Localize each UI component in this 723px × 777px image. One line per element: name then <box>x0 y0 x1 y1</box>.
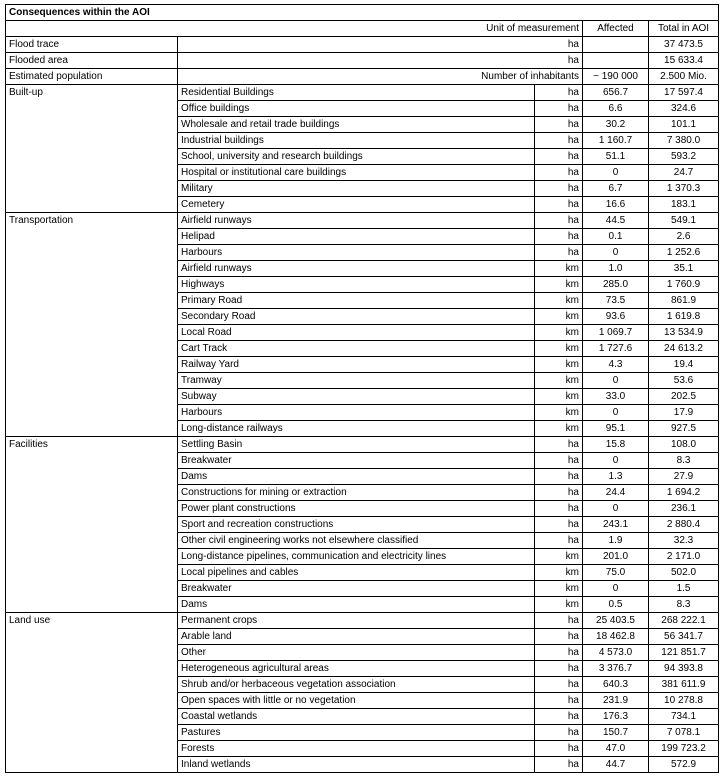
row-unit: km <box>535 325 583 341</box>
row-affected: 4 573.0 <box>583 645 649 661</box>
row-affected: 0 <box>583 373 649 389</box>
row-affected: 24.4 <box>583 485 649 501</box>
row-unit: km <box>535 421 583 437</box>
row-item: Arable land <box>178 629 535 645</box>
row-unit: ha <box>535 677 583 693</box>
row-total: 183.1 <box>649 197 719 213</box>
row-item: Primary Road <box>178 293 535 309</box>
row-item: Cemetery <box>178 197 535 213</box>
row-affected: 0.1 <box>583 229 649 245</box>
row-unit: ha <box>535 757 583 773</box>
row-affected: 33.0 <box>583 389 649 405</box>
row-affected: 47.0 <box>583 741 649 757</box>
row-item: Office buildings <box>178 101 535 117</box>
row-total: 324.6 <box>649 101 719 117</box>
consequences-table-container <box>5 4 719 773</box>
row-affected: 18 462.8 <box>583 629 649 645</box>
row-unit: ha <box>535 725 583 741</box>
row-unit: ha <box>535 197 583 213</box>
row-total: 1 760.9 <box>649 277 719 293</box>
row-item: Local pipelines and cables <box>178 565 535 581</box>
row-affected: 1.0 <box>583 261 649 277</box>
row-item: Sport and recreation constructions <box>178 517 535 533</box>
row-total: 734.1 <box>649 709 719 725</box>
row-item: Dams <box>178 597 535 613</box>
row-affected: 3 376.7 <box>583 661 649 677</box>
row-item: Harbours <box>178 245 535 261</box>
table-row <box>6 85 719 101</box>
row-total: 2.6 <box>649 229 719 245</box>
row-item: Power plant constructions <box>178 501 535 517</box>
row-total: 10 278.8 <box>649 693 719 709</box>
row-total: 53.6 <box>649 373 719 389</box>
row-item: Shrub and/or herbaceous vegetation association <box>178 677 535 693</box>
group-label: Built-up <box>6 85 178 213</box>
row-unit: ha <box>535 229 583 245</box>
row-unit: ha <box>178 37 583 53</box>
row-unit: km <box>535 277 583 293</box>
row-unit: ha <box>535 181 583 197</box>
row-total: 1 370.3 <box>649 181 719 197</box>
row-total: 24 613.2 <box>649 341 719 357</box>
row-unit: ha <box>535 709 583 725</box>
row-affected: 150.7 <box>583 725 649 741</box>
row-unit: ha <box>535 693 583 709</box>
row-unit: ha <box>178 53 583 69</box>
row-unit: ha <box>535 437 583 453</box>
row-affected: 231.9 <box>583 693 649 709</box>
table-header-row <box>6 21 719 37</box>
row-unit: km <box>535 549 583 565</box>
table-row <box>6 53 719 69</box>
row-total: 24.7 <box>649 165 719 181</box>
row-total: 7 078.1 <box>649 725 719 741</box>
row-total: 37 473.5 <box>649 37 719 53</box>
row-total: 32.3 <box>649 533 719 549</box>
row-affected: 51.1 <box>583 149 649 165</box>
row-item: Railway Yard <box>178 357 535 373</box>
row-unit: km <box>535 389 583 405</box>
row-total: 2 880.4 <box>649 517 719 533</box>
row-unit: Number of inhabitants <box>178 69 583 85</box>
row-item: Secondary Road <box>178 309 535 325</box>
row-unit: ha <box>535 661 583 677</box>
row-affected: 0 <box>583 453 649 469</box>
row-total: 572.9 <box>649 757 719 773</box>
row-item: Constructions for mining or extraction <box>178 485 535 501</box>
row-item: Breakwater <box>178 581 535 597</box>
row-unit: km <box>535 405 583 421</box>
row-item: School, university and research buildings <box>178 149 535 165</box>
header-total: Total in AOI <box>649 21 719 37</box>
row-affected: 0 <box>583 501 649 517</box>
row-total: 199 723.2 <box>649 741 719 757</box>
row-unit: km <box>535 565 583 581</box>
row-affected: 30.2 <box>583 117 649 133</box>
consequences-table <box>5 4 719 773</box>
row-total: 56 341.7 <box>649 629 719 645</box>
row-item: Heterogeneous agricultural areas <box>178 661 535 677</box>
table-row <box>6 613 719 629</box>
row-item: Other <box>178 645 535 661</box>
row-item: Tramway <box>178 373 535 389</box>
row-item: Industrial buildings <box>178 133 535 149</box>
table-row <box>6 437 719 453</box>
row-affected: 0 <box>583 581 649 597</box>
row-affected: 176.3 <box>583 709 649 725</box>
row-total: 236.1 <box>649 501 719 517</box>
row-affected: 1 160.7 <box>583 133 649 149</box>
row-total: 381 611.9 <box>649 677 719 693</box>
row-total: 2 171.0 <box>649 549 719 565</box>
row-item: Long-distance pipelines, communication and electricity lines <box>178 549 535 565</box>
row-unit: ha <box>535 613 583 629</box>
row-item: Pastures <box>178 725 535 741</box>
row-affected: 6.7 <box>583 181 649 197</box>
row-unit: ha <box>535 645 583 661</box>
row-item: Breakwater <box>178 453 535 469</box>
row-affected: 656.7 <box>583 85 649 101</box>
row-item: Highways <box>178 277 535 293</box>
row-total: 549.1 <box>649 213 719 229</box>
row-affected <box>583 53 649 69</box>
row-total: 2.500 Mio. <box>649 69 719 85</box>
row-affected: 0 <box>583 165 649 181</box>
row-total: 593.2 <box>649 149 719 165</box>
row-item: Military <box>178 181 535 197</box>
row-affected: 15.8 <box>583 437 649 453</box>
row-item: Permanent crops <box>178 613 535 629</box>
row-item: Other civil engineering works not elsewhere classified <box>178 533 535 549</box>
row-item: Coastal wetlands <box>178 709 535 725</box>
row-total: 121 851.7 <box>649 645 719 661</box>
row-affected: 44.7 <box>583 757 649 773</box>
row-unit: ha <box>535 101 583 117</box>
row-total: 94 393.8 <box>649 661 719 677</box>
header-unit: Unit of measurement <box>6 21 583 37</box>
row-unit: ha <box>535 165 583 181</box>
row-unit: km <box>535 373 583 389</box>
row-unit: ha <box>535 85 583 101</box>
row-total: 861.9 <box>649 293 719 309</box>
row-total: 101.1 <box>649 117 719 133</box>
group-label: Facilities <box>6 437 178 613</box>
row-affected: 285.0 <box>583 277 649 293</box>
group-label: Land use <box>6 613 178 773</box>
table-row <box>6 69 719 85</box>
table-title-row <box>6 5 719 21</box>
row-affected: 73.5 <box>583 293 649 309</box>
row-unit: ha <box>535 149 583 165</box>
row-item: Hospital or institutional care buildings <box>178 165 535 181</box>
row-item: Dams <box>178 469 535 485</box>
row-item: Long-distance railways <box>178 421 535 437</box>
row-unit: km <box>535 581 583 597</box>
row-total: 1 694.2 <box>649 485 719 501</box>
row-total: 268 222.1 <box>649 613 719 629</box>
row-total: 202.5 <box>649 389 719 405</box>
row-unit: km <box>535 597 583 613</box>
row-item: Settling Basin <box>178 437 535 453</box>
row-affected: 0 <box>583 245 649 261</box>
row-unit: km <box>535 357 583 373</box>
row-unit: ha <box>535 213 583 229</box>
row-total: 108.0 <box>649 437 719 453</box>
row-item: Local Road <box>178 325 535 341</box>
row-total: 8.3 <box>649 597 719 613</box>
row-total: 35.1 <box>649 261 719 277</box>
row-affected: 1.9 <box>583 533 649 549</box>
row-item: Open spaces with little or no vegetation <box>178 693 535 709</box>
row-total: 8.3 <box>649 453 719 469</box>
row-total: 17 597.4 <box>649 85 719 101</box>
row-total: 17.9 <box>649 405 719 421</box>
header-affected: Affected <box>583 21 649 37</box>
row-unit: ha <box>535 133 583 149</box>
row-item: Inland wetlands <box>178 757 535 773</box>
row-affected: 201.0 <box>583 549 649 565</box>
row-item: Forests <box>178 741 535 757</box>
row-affected: 93.6 <box>583 309 649 325</box>
row-affected: 95.1 <box>583 421 649 437</box>
row-total: 1 252.6 <box>649 245 719 261</box>
row-total: 1.5 <box>649 581 719 597</box>
row-label: Flooded area <box>6 53 178 69</box>
row-affected: 75.0 <box>583 565 649 581</box>
row-affected: 16.6 <box>583 197 649 213</box>
row-affected: 243.1 <box>583 517 649 533</box>
row-item: Airfield runways <box>178 261 535 277</box>
row-total: 1 619.8 <box>649 309 719 325</box>
row-unit: km <box>535 293 583 309</box>
row-affected: 640.3 <box>583 677 649 693</box>
row-affected: 1.3 <box>583 469 649 485</box>
row-item: Subway <box>178 389 535 405</box>
row-affected: ~ 190 000 <box>583 69 649 85</box>
row-total: 502.0 <box>649 565 719 581</box>
row-affected: 25 403.5 <box>583 613 649 629</box>
row-total: 19.4 <box>649 357 719 373</box>
row-label: Flood trace <box>6 37 178 53</box>
row-affected: 4.3 <box>583 357 649 373</box>
row-affected: 0.5 <box>583 597 649 613</box>
table-row <box>6 213 719 229</box>
row-unit: km <box>535 309 583 325</box>
row-affected: 6.6 <box>583 101 649 117</box>
row-unit: ha <box>535 453 583 469</box>
row-unit: ha <box>535 469 583 485</box>
row-unit: km <box>535 261 583 277</box>
table-title: Consequences within the AOI <box>6 5 719 21</box>
row-unit: ha <box>535 501 583 517</box>
row-unit: km <box>535 341 583 357</box>
row-unit: ha <box>535 485 583 501</box>
row-total: 13 534.9 <box>649 325 719 341</box>
row-affected: 0 <box>583 405 649 421</box>
row-unit: ha <box>535 245 583 261</box>
row-affected: 44.5 <box>583 213 649 229</box>
row-affected: 1 727.6 <box>583 341 649 357</box>
row-unit: ha <box>535 741 583 757</box>
row-unit: ha <box>535 117 583 133</box>
row-total: 27.9 <box>649 469 719 485</box>
row-total: 7 380.0 <box>649 133 719 149</box>
row-item: Wholesale and retail trade buildings <box>178 117 535 133</box>
row-unit: ha <box>535 629 583 645</box>
row-item: Helipad <box>178 229 535 245</box>
row-label: Estimated population <box>6 69 178 85</box>
row-item: Airfield runways <box>178 213 535 229</box>
row-affected: 1 069.7 <box>583 325 649 341</box>
row-item: Cart Track <box>178 341 535 357</box>
row-unit: ha <box>535 517 583 533</box>
row-total: 927.5 <box>649 421 719 437</box>
row-unit: ha <box>535 533 583 549</box>
table-row <box>6 37 719 53</box>
group-label: Transportation <box>6 213 178 437</box>
row-item: Residential Buildings <box>178 85 535 101</box>
row-item: Harbours <box>178 405 535 421</box>
row-affected <box>583 37 649 53</box>
row-total: 15 633.4 <box>649 53 719 69</box>
